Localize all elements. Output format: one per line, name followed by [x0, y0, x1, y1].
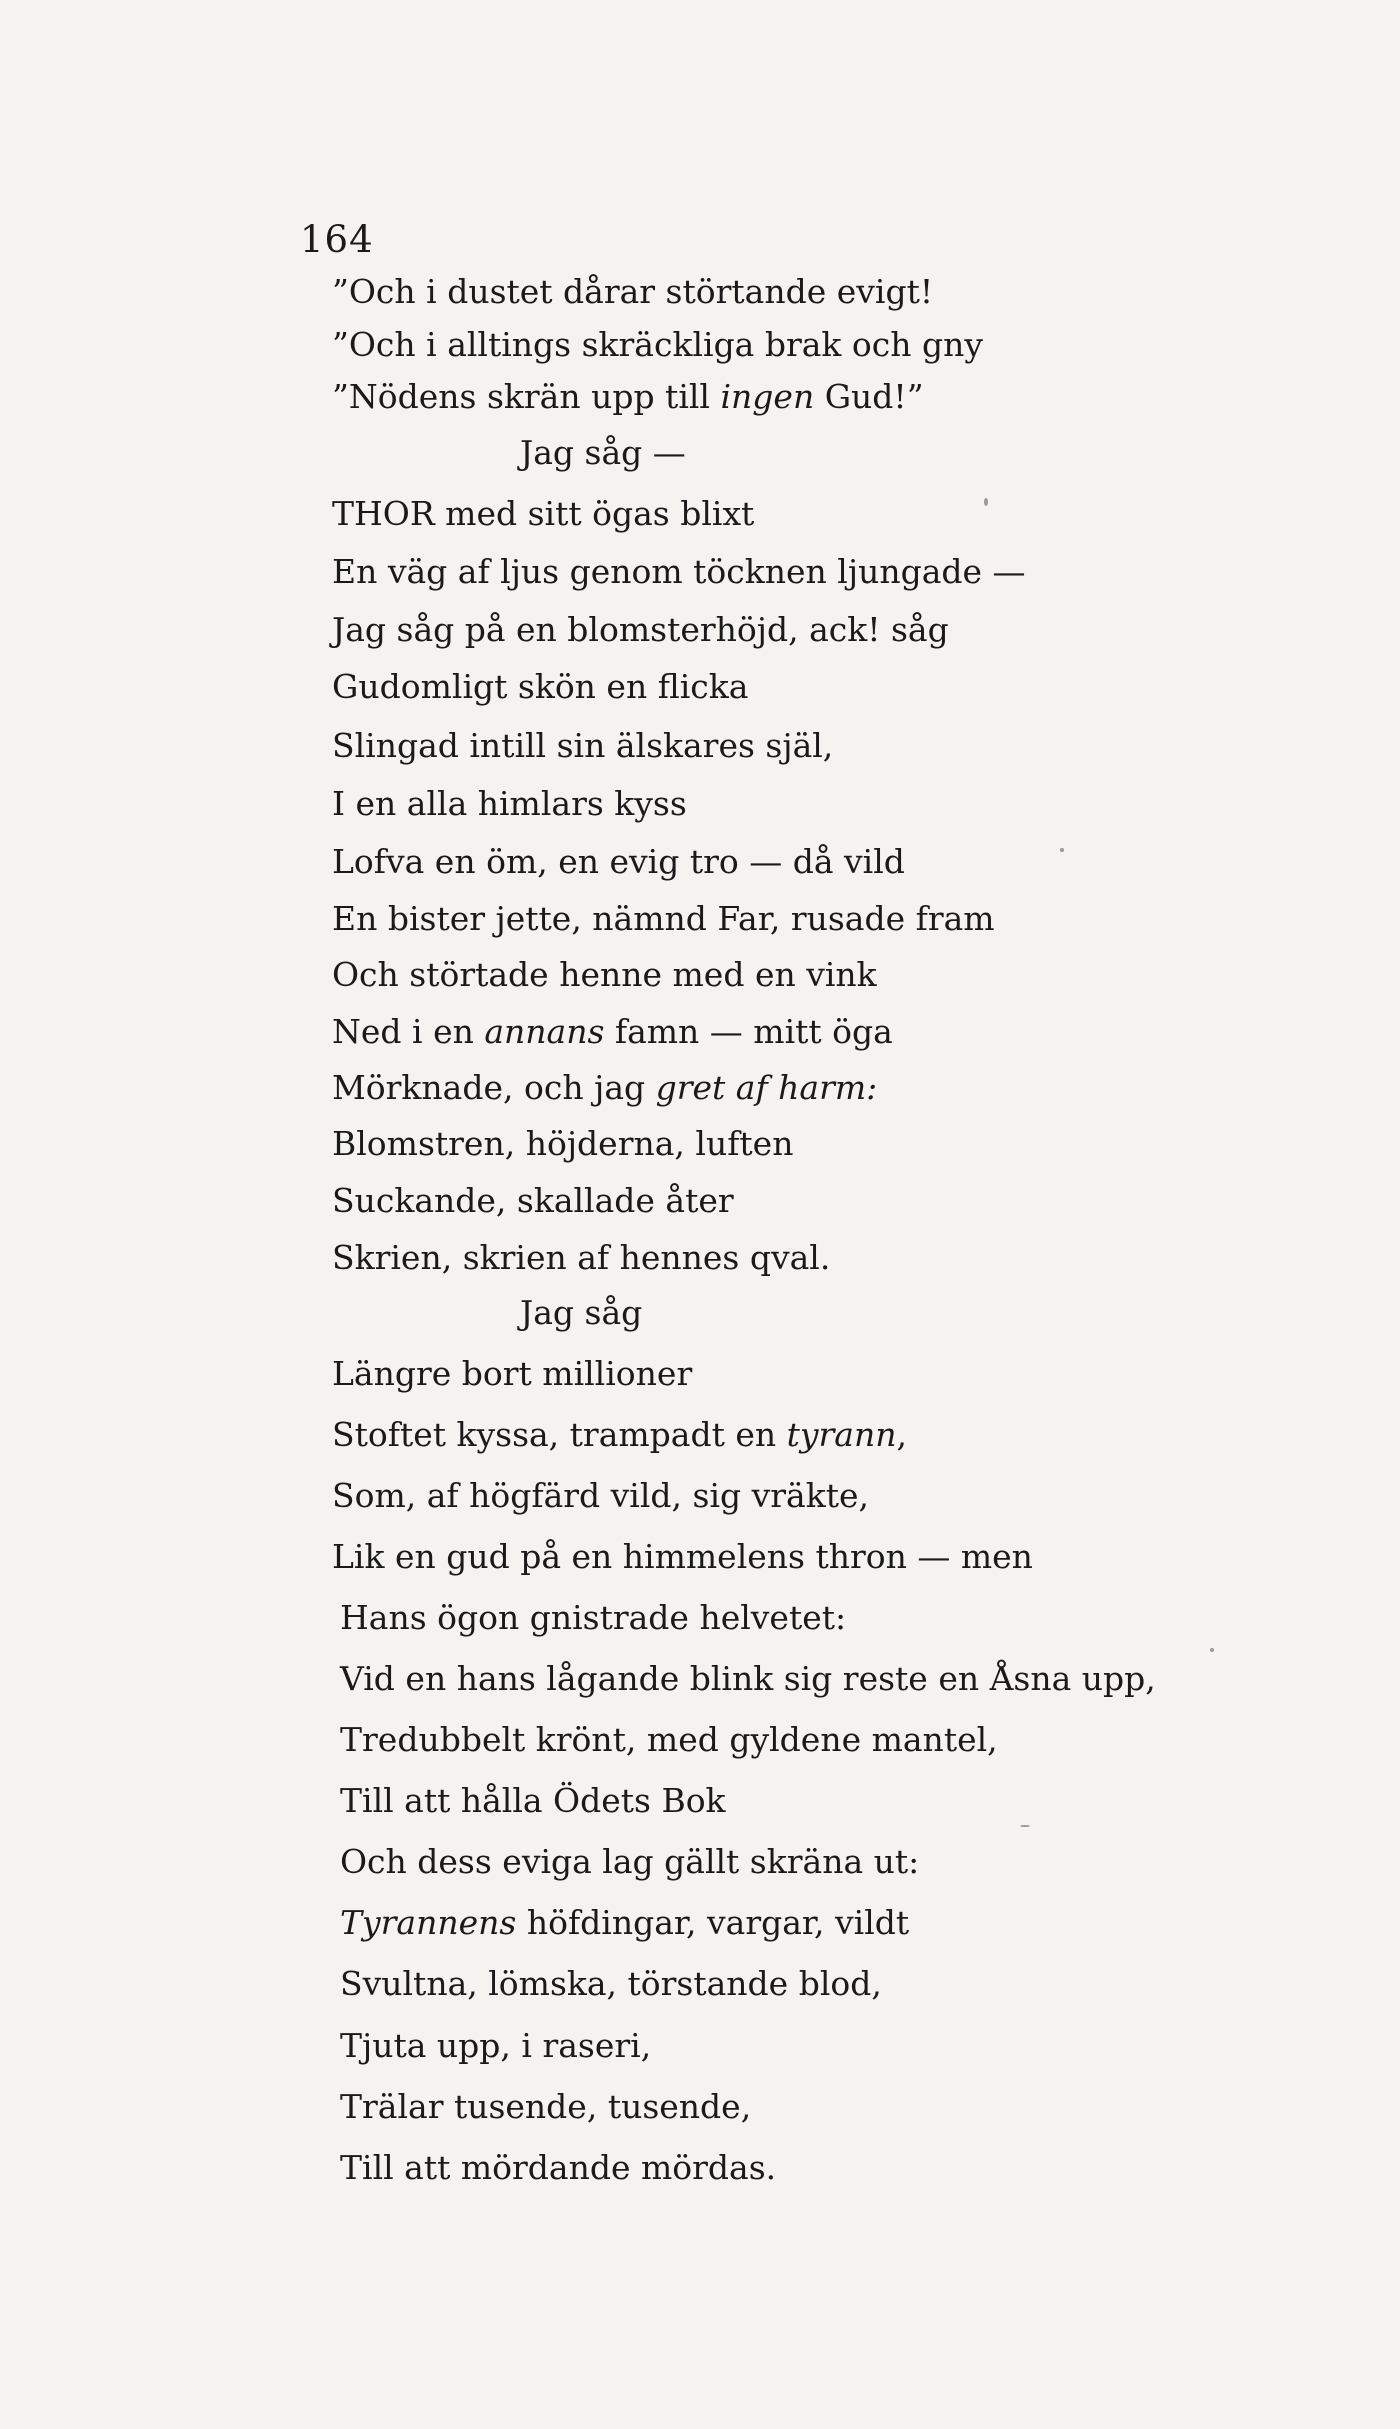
poem-line [332, 899, 995, 938]
poem-line [340, 1720, 998, 1759]
poem-line [340, 1903, 910, 1942]
print-speck [1210, 1648, 1214, 1652]
poem-line [332, 1354, 693, 1393]
line-text: Jag såg på en blomsterhöjd, ack! såg [332, 610, 949, 649]
poem-line [340, 2087, 752, 2126]
print-speck [1060, 848, 1064, 852]
line-text: En väg af ljus genom töcknen ljungade — [332, 552, 1026, 591]
line-text: Blomstren, höjderna, luften [332, 1124, 794, 1163]
line-text: Vid en hans lågande blink sig reste en Åsna upp, [340, 1659, 1156, 1698]
line-text: I en alla himlars kyss [332, 784, 687, 823]
page-number: 164 [300, 218, 374, 261]
line-text: Ned i en [332, 1012, 485, 1051]
poem-line [520, 1293, 643, 1332]
poem-line [340, 1781, 726, 1820]
line-text: Längre bort millioner [332, 1354, 693, 1393]
print-speck [984, 498, 988, 506]
line-text: Slingad intill sin älskares själ, [332, 726, 834, 765]
poem-line [332, 1124, 794, 1163]
line-text: Lik en gud på en himmelens thron — men [332, 1537, 1033, 1576]
italic-text: tyrann [786, 1415, 897, 1454]
line-text: Tjuta upp, i raseri, [340, 2026, 652, 2065]
poem-line [332, 1238, 831, 1277]
poem-line [332, 726, 834, 765]
poem-line [332, 1068, 878, 1107]
line-text: Trälar tusende, tusende, [340, 2087, 752, 2126]
line-text: Tredubbelt krönt, med gyldene mantel, [340, 1720, 998, 1759]
poem-line [332, 784, 687, 823]
italic-text: annans [484, 1012, 605, 1051]
line-text: Jag såg — [520, 433, 686, 472]
line-text: ”Och i alltings skräckliga brak och gny [332, 325, 984, 364]
poem-line [332, 494, 755, 533]
line-text: THOR med sitt ögas blixt [332, 494, 755, 533]
line-text: Som, af högfärd vild, sig vräkte, [332, 1476, 869, 1515]
poem-line [332, 325, 984, 364]
line-text: , [896, 1415, 907, 1454]
poem-line [520, 433, 686, 472]
poem-line [340, 2026, 652, 2065]
line-text: ”Och i dustet dårar störtande evigt! [332, 272, 934, 311]
poem-line [340, 1659, 1156, 1698]
line-text: höfdingar, vargar, vildt [516, 1903, 910, 1942]
line-text: Hans ögon gnistrade helvetet: [340, 1598, 847, 1637]
line-text: famn — mitt öga [604, 1012, 893, 1051]
line-text: ”Nödens skrän upp till [332, 377, 721, 416]
line-text: Skrien, skrien af hennes qval. [332, 1238, 831, 1277]
line-text: Och dess eviga lag gällt skräna ut: [340, 1842, 920, 1881]
line-text: Stoftet kyssa, trampadt en [332, 1415, 787, 1454]
line-text: Och störtade henne med en vink [332, 955, 877, 994]
line-text: Till att mördande mördas. [340, 2148, 777, 2187]
poem-line [332, 1537, 1033, 1576]
poem-line [332, 842, 905, 881]
line-text: En bister jette, nämnd Far, rusade fram [332, 899, 995, 938]
poem-line [332, 1012, 893, 1051]
poem-line [332, 377, 924, 416]
italic-text: Tyrannens [340, 1903, 517, 1942]
line-text: Gud!” [814, 377, 924, 416]
line-text: Gudomligt skön en flicka [332, 667, 749, 706]
poem-line [332, 667, 749, 706]
poem-line [332, 1476, 869, 1515]
poem-line [340, 1598, 847, 1637]
print-speck [1020, 1825, 1030, 1827]
line-text: Suckande, skallade åter [332, 1181, 734, 1220]
line-text: Jag såg [520, 1293, 643, 1332]
poem-line [340, 1842, 920, 1881]
line-text: Svultna, lömska, törstande blod, [340, 1964, 882, 2003]
poem-line [332, 1415, 907, 1454]
line-text: Mörknade, och jag [332, 1068, 656, 1107]
poem-line [332, 1181, 734, 1220]
line-text: Till att hålla Ödets Bok [340, 1781, 726, 1820]
poem-line [340, 1964, 882, 2003]
poem-line [332, 272, 934, 311]
poem-line [340, 2148, 777, 2187]
poem-line [332, 552, 1026, 591]
italic-text: ingen [720, 377, 815, 416]
poem-line [332, 955, 877, 994]
italic-text: gret af harm: [655, 1068, 878, 1107]
line-text: Lofva en öm, en evig tro — då vild [332, 842, 905, 881]
poem-line [332, 610, 949, 649]
